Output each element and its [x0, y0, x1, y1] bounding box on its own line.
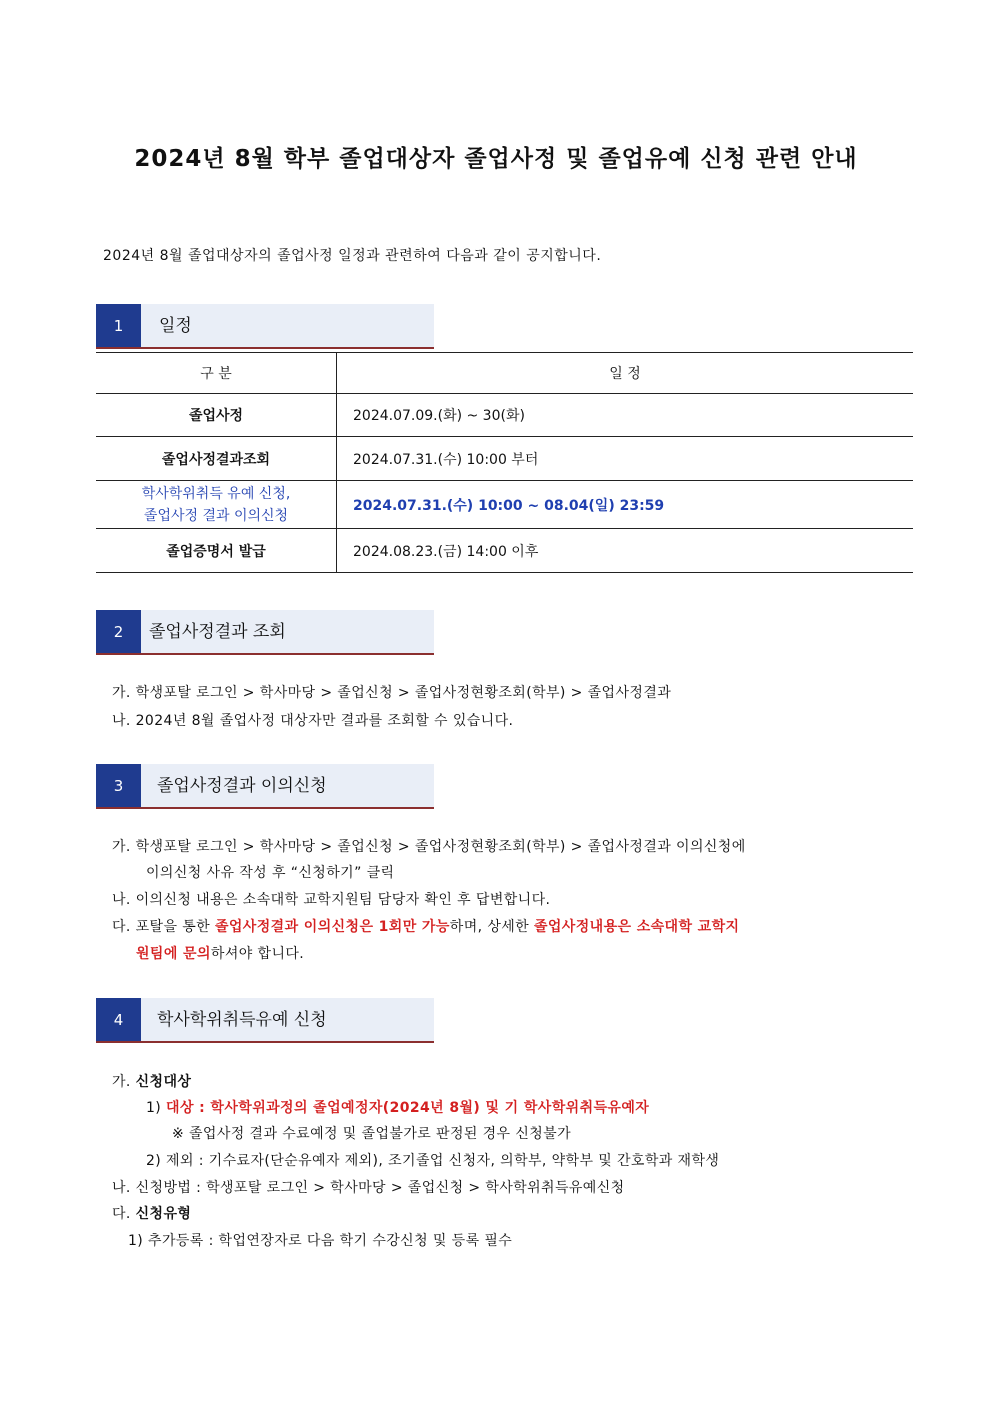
sec4-item-c1: 1) 추가등록 : 학업연장자로 다음 학기 수강신청 및 등록 필수: [128, 1233, 513, 1249]
table-row: [96, 394, 913, 437]
section-number: 1: [96, 304, 141, 348]
sec3-c2-highlight: 원팀에 문의: [136, 946, 211, 962]
sec4-item-b: 나. 신청방법 : 학생포탈 로그인 > 학사마당 > 졸업신청 > 학사학위취득유예신청: [112, 1180, 625, 1196]
sec4-a1-highlight: 대상 : 학사학위과정의 졸업예정자(2024년 8월) 및 기 학사학위취득유예자: [166, 1100, 650, 1116]
sec4-item-a1-note: ※ 졸업사정 결과 수료예정 및 졸업불가로 판정된 경우 신청불가: [172, 1126, 572, 1142]
sec3-c-prefix: 다. 포탈을 통한: [112, 919, 215, 935]
row-label: 졸업사정결과조회: [96, 437, 337, 481]
row-label-line-2: 졸업사정 결과 이의신청: [143, 507, 289, 524]
section-4-header: [96, 998, 434, 1042]
row-label: 졸업증명서 발급: [96, 529, 337, 573]
section-underline: [96, 653, 434, 655]
table-header-row: [96, 353, 913, 394]
sec3-c2-post: 하셔야 합니다.: [210, 946, 305, 962]
table-row: [96, 481, 913, 529]
sec4-c-label: 신청유형: [135, 1206, 192, 1222]
page-title: 2024년 8월 학부 졸업대상자 졸업사정 및 졸업유예 신청 관련 안내: [134, 146, 858, 172]
row-value: 2024.07.31.(수) 10:00 ~ 08.04(일) 23:59: [337, 481, 914, 529]
header-schedule: 일 정: [337, 353, 914, 394]
section-number: 3: [96, 764, 141, 808]
sec3-c-highlight-1: 졸업사정결과 이의신청은 1회만 가능: [214, 919, 450, 935]
section-underline: [96, 807, 434, 809]
row-label: [96, 481, 337, 529]
row-value: 2024.07.31.(수) 10:00 부터: [337, 437, 914, 481]
section-3-header: [96, 764, 434, 808]
section-1-header: [96, 304, 434, 348]
section-underline: [96, 347, 434, 349]
section-number: 2: [96, 610, 141, 654]
sec3-item-c-line2: [136, 943, 304, 963]
sec4-a1-prefix: 1): [146, 1100, 167, 1116]
row-label-line-1: 학사학위취득 유예 신청,: [141, 485, 291, 502]
sec3-item-c: [112, 916, 739, 936]
sec4-item-a2: 2) 제외 : 기수료자(단순유예자 제외), 조기졸업 신청자, 의학부, 약학부 및 간호학과 재학생: [146, 1153, 720, 1169]
sec4-item-a1: [146, 1097, 649, 1117]
sec3-item-a-line1: 가. 학생포탈 로그인 > 학사마당 > 졸업신청 > 졸업사정현황조회(학부) > 졸업사정결과 이의신청에: [112, 839, 746, 855]
sec2-item-a: 가. 학생포탈 로그인 > 학사마당 > 졸업신청 > 졸업사정현황조회(학부) > 졸업사정결과: [112, 685, 672, 701]
section-2-header: [96, 610, 434, 654]
row-label: 졸업사정: [96, 394, 337, 437]
sec4-c-prefix: 다.: [112, 1206, 136, 1222]
table-row: [96, 437, 913, 481]
sec3-item-a-line2: 이의신청 사유 작성 후 “신청하기” 클릭: [146, 865, 395, 881]
section-label: 일정: [141, 304, 434, 348]
schedule-table: [96, 352, 913, 573]
section-label: 졸업사정결과 조회: [141, 610, 434, 654]
sec4-item-a: [112, 1071, 191, 1091]
sec3-c-middle: 하며, 상세한: [449, 919, 534, 935]
row-value: 2024.07.09.(화) ~ 30(화): [337, 394, 914, 437]
section-label: 학사학위취득유예 신청: [141, 998, 434, 1042]
sec2-item-b: 나. 2024년 8월 졸업사정 대상자만 결과를 조회할 수 있습니다.: [112, 713, 514, 729]
row-value: 2024.08.23.(금) 14:00 이후: [337, 529, 914, 573]
intro-text: 2024년 8월 졸업대상자의 졸업사정 일정과 관련하여 다음과 같이 공지합니다.: [103, 248, 602, 264]
sec3-c-highlight-2: 졸업사정내용은 소속대학 교학지: [533, 919, 740, 935]
table-row: [96, 529, 913, 573]
sec4-a-label: 신청대상: [135, 1074, 192, 1090]
sec3-item-b: 나. 이의신청 내용은 소속대학 교학지원팀 담당자 확인 후 답변합니다.: [112, 892, 551, 908]
header-category: 구 분: [96, 353, 337, 394]
section-number: 4: [96, 998, 141, 1042]
section-label: 졸업사정결과 이의신청: [141, 764, 434, 808]
sec4-item-c: [112, 1203, 191, 1223]
section-underline: [96, 1041, 434, 1043]
sec4-a-prefix: 가.: [112, 1074, 136, 1090]
